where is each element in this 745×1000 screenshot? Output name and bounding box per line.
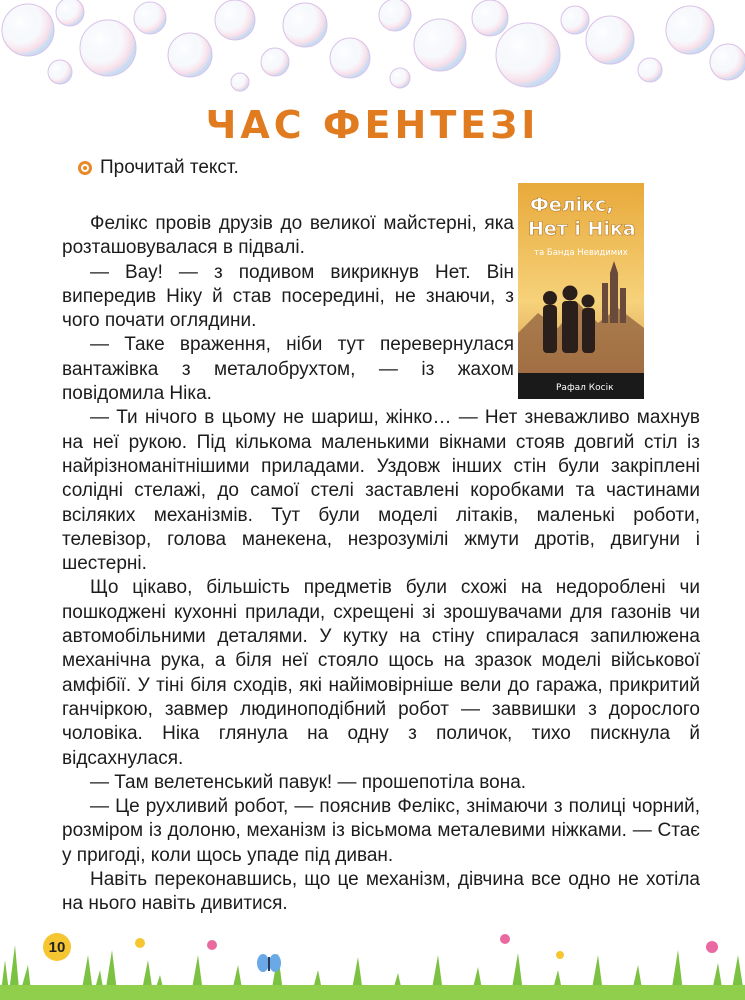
book-title-line1: Фелікс, (530, 194, 614, 216)
butterfly-icon (257, 954, 281, 972)
page-title: ЧАС ФЕНТЕЗІ (205, 103, 540, 147)
paragraph: — Там велетенський павук! — прошепотіла вона. (90, 771, 527, 793)
paragraph: — Таке враження, ніби тут перевернулася вантажівка з металобрухтом, — із жахом повідомила Ніка. (62, 334, 514, 405)
paragraph: — Ти нічого в цьому не шариш, жінко… — Нет зневажливо махнув на неї рукою. Під кількома маленькими вікнами стояв довгий стіл із найрізноманітнішими приладами. Уздовж інших стін були закріплені солідні стелажі, до самої стелі заставлені коробками та частинами всіляких механізмів. Тут були моделі літаків, маленькі роботи, телевізор, голова манекена, незрозумілі жмути дротів, двигуни і шестерні. (62, 407, 700, 575)
instruction-text: Прочитай текст. (100, 157, 239, 178)
paragraph: — Вау! — з подивом викрикнув Нет. Він випередив Ніку й став посередині, не знаючи, з чого почати оглядини. (62, 261, 514, 332)
book-author: Рафал Косік (556, 383, 614, 393)
paragraph: — Це рухливий робот, — пояснив Фелікс, знімаючи з полиці чорний, розміром із долоню, механізм із вісьмома металевими ніжками. — Стає у пригоді, коли щось упаде під диван. (62, 796, 700, 866)
page-number: 10 (43, 933, 71, 961)
instruction (78, 157, 239, 179)
book-subtitle: та Банда Невидимих (534, 248, 628, 258)
book-title-line2: Нет і Ніка (528, 218, 636, 240)
bullet-icon (78, 161, 92, 175)
paragraph: Навіть переконавшись, що це механізм, дівчина все одно не хотіла на нього навіть дивитися. (62, 869, 700, 915)
paragraph: Що цікаво, більшість предметів були схожі на недороблені чи пошкоджені кухонні прилади, схрещені зі зрошувачами для газонів чи автомобільними деталями. У кутку на стіну спиралася запилюжена механічна рука, а біля неї стояло щось на зразок моделі військової амфібії. У тіні біля сходів, які найімовірніше вели до гаража, прикритий ганчіркою, завмер людиноподібний робот — заввишки з дорослого чоловіка. Ніка глянула на одну з поличок, тихо пискнула й відсахнулася. (62, 577, 700, 769)
bubbles-decoration (0, 0, 745, 95)
paragraph: Фелікс провів друзів до великої майстерні, яка розташовувалася в підвалі. (62, 213, 514, 259)
grass-decoration (0, 925, 745, 1000)
story-text (62, 212, 700, 917)
